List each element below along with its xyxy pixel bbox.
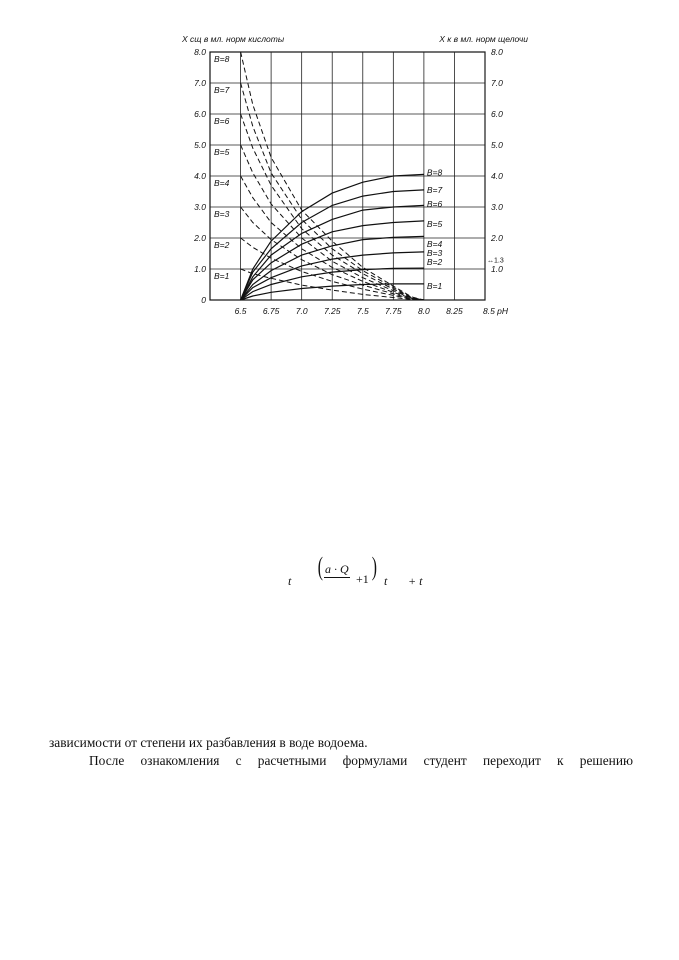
x-tick-label: 8.0 (417, 306, 430, 316)
formula-left-paren: ( (317, 552, 323, 581)
formula-t1: t (288, 574, 292, 588)
solid-series-label: B=5 (426, 219, 443, 230)
dashed-series-label: B=8 (214, 54, 230, 64)
y-left-tick-label: 3.0 (194, 202, 206, 212)
chart-svg (180, 28, 530, 328)
solid-series-label: B=8 (426, 167, 443, 178)
dashed-series-label: B=5 (214, 147, 230, 157)
x-tick-label: 7.5 (356, 306, 369, 316)
x-tick-label: 7.25 (323, 306, 341, 316)
y-right-tick-label: 5.0 (491, 140, 503, 150)
y-right-tick-label: 3.0 (491, 202, 503, 212)
y-right-tick-label: 4.0 (491, 171, 503, 181)
right-marker: ↔1.3 (487, 257, 504, 265)
formula-numerator: a · Q (325, 562, 349, 576)
solid-series-label: B=7 (426, 184, 443, 195)
y-right-tick-label: 7.0 (491, 78, 503, 88)
y-left-tick-label: 7.0 (194, 78, 206, 88)
right-axis-label: X к в мл. норм щелочи (439, 34, 528, 44)
dashed-series-label: B=4 (214, 178, 230, 188)
x-tick-label: 7.75 (385, 306, 402, 316)
dashed-series-label: B=3 (214, 209, 230, 219)
y-left-tick-label: 6.0 (194, 109, 206, 119)
y-right-tick-label: 1.0 (491, 264, 503, 274)
formula (282, 552, 462, 600)
y-left-tick-label: 1.0 (194, 264, 206, 274)
solid-series-label: B=4 (426, 239, 443, 250)
dashed-series-label: B=1 (214, 271, 230, 281)
x-tick-label: 8.5 pH (483, 306, 509, 316)
left-axis-label: X сщ в мл. норм кислоты (182, 34, 285, 44)
y-left-tick-label: 4.0 (194, 171, 206, 181)
formula-right-paren: ) (371, 552, 377, 581)
formula-t2: t (384, 574, 388, 588)
dashed-series-label: B=7 (214, 85, 230, 95)
paragraph-line-1: зависимости от степени их разбавления в воде водоема. (49, 735, 368, 750)
solid-series-label: B=6 (426, 198, 443, 209)
y-left-tick-label: 0 (201, 295, 206, 305)
x-tick-label: 6.5 (234, 306, 247, 316)
formula-plus-one: +1 (356, 572, 369, 586)
x-tick-label: 6.75 (262, 306, 280, 316)
solid-series-label: B=1 (426, 281, 443, 292)
x-tick-label: 8.25 (446, 306, 463, 316)
y-right-tick-label: 6.0 (491, 109, 503, 119)
solid-series-label: B=2 (426, 257, 443, 268)
y-right-tick-label: 2.0 (491, 233, 503, 243)
dashed-series-label: B=2 (214, 240, 230, 250)
dashed-series-label: B=6 (214, 116, 230, 126)
x-tick-label: 7.0 (295, 306, 308, 316)
y-left-tick-label: 8.0 (194, 47, 206, 57)
y-left-tick-label: 2.0 (194, 233, 206, 243)
formula-plus-t: + t (408, 574, 423, 588)
paragraph-line-2: После ознакомления с расчетными формулами студент переходит к решению (89, 753, 633, 768)
titration-chart (180, 28, 530, 328)
y-left-tick-label: 5.0 (194, 140, 206, 150)
solid-series-label: B=3 (426, 247, 443, 258)
y-right-tick-label: 8.0 (491, 47, 503, 57)
